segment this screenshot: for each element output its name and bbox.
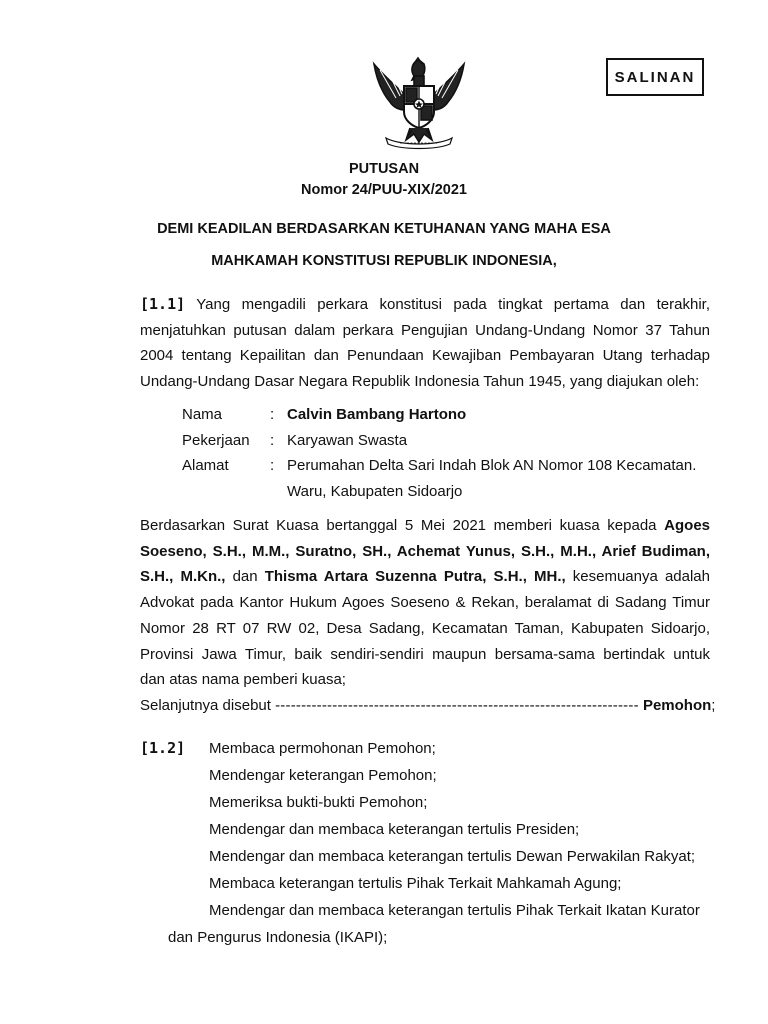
section-1-1-line: 2004 tentang Kepailitan dan Penundaan Kewajiban Pembayaran Utang terhadap bbox=[140, 347, 710, 365]
text-run: kesemuanya adalah bbox=[565, 568, 710, 586]
text-line: Yang mengadili perkara konstitusi pada tingkat pertama dan terakhir, bbox=[185, 296, 710, 313]
text-run: ; bbox=[711, 696, 716, 714]
power-of-attorney bbox=[140, 513, 716, 719]
colon: : bbox=[270, 457, 275, 474]
petitioner-address-line1: Perumahan Delta Sari Indah Blok AN Nomor 108 Kecamatan. bbox=[287, 457, 697, 474]
pemohon-label: Pemohon bbox=[638, 696, 712, 714]
poa-line bbox=[140, 564, 710, 590]
section-1-1-line: Undang-Undang Dasar Negara Republik Indonesia Tahun 1945, yang diajukan oleh: bbox=[140, 373, 700, 391]
list-item: Mendengar keterangan Pemohon; bbox=[209, 767, 437, 784]
case-number: Nomor 24/PUU-XIX/2021 bbox=[300, 182, 467, 198]
poa-line bbox=[140, 513, 710, 539]
colon: : bbox=[270, 406, 275, 423]
poa-line: Provinsi Jawa Timur, baik sendiri-sendiri maupun bersama-sama bertindak untuk bbox=[140, 645, 710, 663]
list-item-continuation: dan Pengurus Indonesia (IKAPI); bbox=[168, 929, 388, 946]
section-1-1 bbox=[140, 292, 710, 395]
address-label: Alamat bbox=[182, 457, 229, 474]
petitioner-job: Karyawan Swasta bbox=[287, 432, 408, 449]
attorney-name: S.H., M.Kn., bbox=[140, 568, 226, 586]
poa-line: Soeseno, S.H., M.M., Suratno, SH., Achemat Yunus, S.H., M.H., Arief Budiman, bbox=[140, 542, 710, 560]
job-label: Pekerjaan bbox=[182, 432, 250, 449]
garuda-emblem-icon bbox=[366, 56, 472, 150]
salinan-stamp: SALINAN bbox=[606, 58, 704, 96]
list-item: Mendengar dan membaca keterangan tertulis Dewan Perwakilan Rakyat; bbox=[209, 848, 696, 865]
section-1-2-tag: [1.2] bbox=[140, 739, 186, 757]
poa-line: Nomor 28 RT 07 RW 02, Desa Sadang, Kecamatan Taman, Kabupaten Sidoarjo, bbox=[140, 619, 710, 637]
list-item: Membaca keterangan tertulis Pihak Terkait Mahkamah Agung; bbox=[209, 875, 622, 892]
court-name: MAHKAMAH KONSTITUSI REPUBLIK INDONESIA, bbox=[211, 253, 557, 269]
petitioner-address-line2: Waru, Kabupaten Sidoarjo bbox=[287, 483, 463, 500]
list-item: Mendengar dan membaca keterangan tertulis Presiden; bbox=[209, 821, 580, 838]
section-1-1-line bbox=[140, 292, 710, 318]
attorney-name: Thisma Artara Suzenna Putra, S.H., MH., bbox=[264, 568, 566, 586]
dash-leader: ---------------------------------------------------------------------- bbox=[275, 696, 639, 714]
list-item: Mendengar dan membaca keterangan tertulis Pihak Terkait Ikatan Kurator bbox=[209, 902, 700, 919]
section-tag: [1.1] bbox=[140, 295, 186, 313]
poa-line: Advokat pada Kantor Hukum Agoes Soeseno & Rekan, beralamat di Sadang Timur bbox=[140, 594, 710, 612]
list-item: Memeriksa bukti-bukti Pemohon; bbox=[209, 794, 428, 811]
text-run: Berdasarkan Surat Kuasa bertanggal 5 Mei 2021 memberi kuasa kepada bbox=[140, 517, 665, 534]
petitioner-name: Calvin Bambang Hartono bbox=[287, 406, 467, 423]
name-label: Nama bbox=[182, 406, 223, 423]
section-1-1-line: menjatuhkan putusan dalam perkara Pengujian Undang-Undang Nomor 37 Tahun bbox=[140, 321, 710, 339]
list-item: Membaca permohonan Pemohon; bbox=[209, 740, 436, 757]
text-run: dan bbox=[225, 568, 265, 586]
poa-line-designation bbox=[140, 693, 716, 719]
colon: : bbox=[270, 432, 275, 449]
poa-line: dan atas nama pemberi kuasa; bbox=[140, 671, 346, 689]
text-run: Selanjutnya disebut bbox=[140, 696, 276, 714]
preamble: DEMI KEADILAN BERDASARKAN KETUHANAN YANG MAHA ESA bbox=[157, 221, 611, 237]
attorney-name: Agoes bbox=[664, 517, 710, 534]
document-title: PUTUSAN bbox=[348, 161, 420, 177]
